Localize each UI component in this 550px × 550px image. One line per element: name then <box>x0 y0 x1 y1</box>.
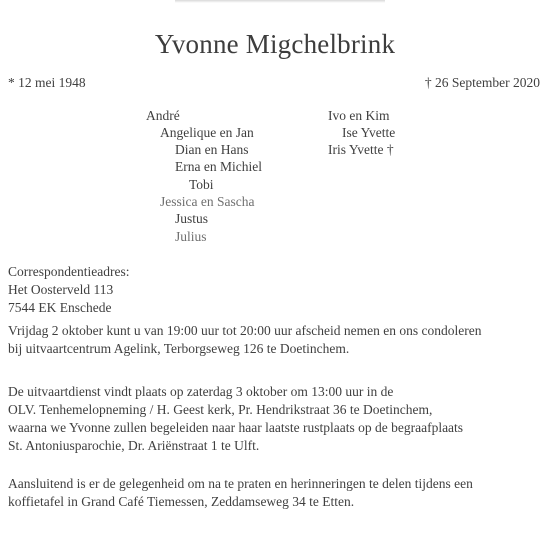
family-member: André <box>146 108 180 123</box>
coffee-paragraph <box>8 475 538 511</box>
family-member: Ivo en Kim <box>328 108 390 123</box>
paragraph-line: OLV. Tenhemelopneming / H. Geest kerk, Pr. Hendrikstraat 36 te Doetinchem, <box>8 402 433 417</box>
address-city: 7544 EK Enschede <box>8 300 112 315</box>
address-label: Correspondentieadres: <box>8 264 130 279</box>
service-paragraph <box>8 383 538 455</box>
deceased-name: Yvonne Migchelbrink <box>154 29 396 59</box>
correspondence-address <box>8 263 538 317</box>
family-member: Dian en Hans <box>175 142 249 157</box>
family-member: Iris Yvette † <box>328 142 394 157</box>
family-member: Jessica en Sascha <box>160 194 255 209</box>
paragraph-line: De uitvaartdienst vindt plaats op zaterdag 3 oktober om 13:00 uur in de <box>8 384 394 399</box>
paragraph-line: St. Antoniusparochie, Dr. Ariënstraat 1 te Ulft. <box>8 438 260 453</box>
farewell-paragraph <box>8 322 538 358</box>
top-rule-divider <box>175 0 385 3</box>
paragraph-line: koffietafel in Grand Café Tiemessen, Zeddamseweg 34 te Etten. <box>8 494 355 509</box>
family-member: Ise Yvette <box>342 125 396 140</box>
family-member: Angelique en Jan <box>160 125 254 140</box>
family-member: Erna en Michiel <box>175 159 262 174</box>
family-member: Tobi <box>189 177 214 192</box>
paragraph-line: Vrijdag 2 oktober kunt u van 19:00 uur tot 20:00 uur afscheid nemen en ons condoleren <box>8 323 482 338</box>
family-member: Justus <box>175 211 209 226</box>
family-member: Julius <box>175 229 207 244</box>
paragraph-line: Aansluitend is er de gelegenheid om na te praten en herinneringen te delen tijdens een <box>8 476 473 491</box>
paragraph-line: waarna we Yvonne zullen begeleiden naar haar laatste rustplaats op de begraafplaats <box>8 420 464 435</box>
birth-date: * 12 mei 1948 <box>8 75 86 90</box>
address-street: Het Oosterveld 113 <box>8 282 114 297</box>
death-date: † 26 September 2020 <box>424 75 540 90</box>
paragraph-line: bij uitvaartcentrum Agelink, Terborgseweg 126 te Doetinchem. <box>8 341 350 356</box>
